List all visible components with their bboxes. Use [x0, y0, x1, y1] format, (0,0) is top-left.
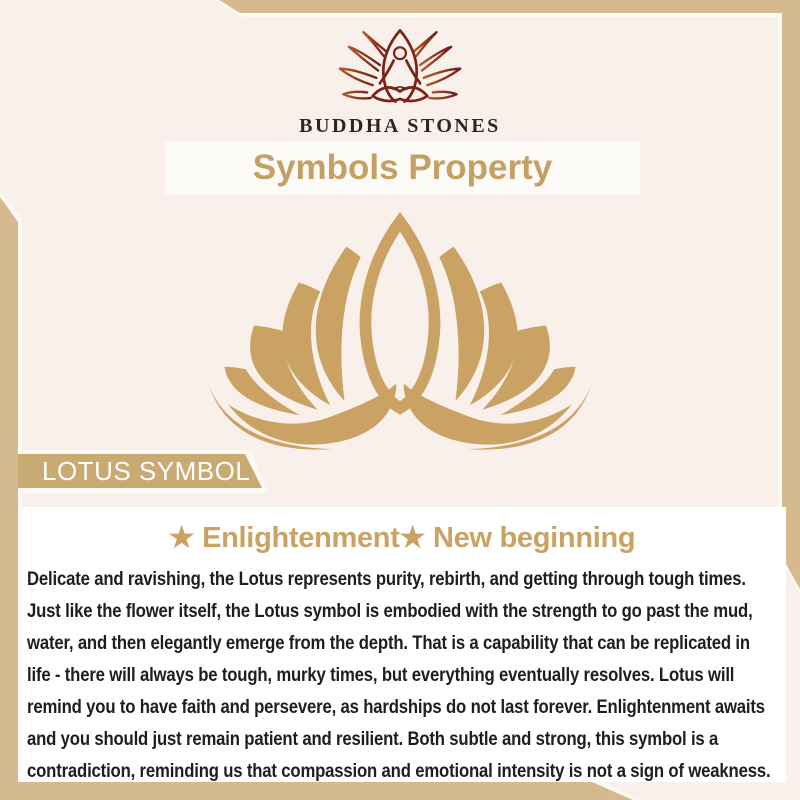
- content-body: Delicate and ravishing, the Lotus represents purity, rebirth, and getting through tough times. Just like the flower itself, the Lotus symbol is embodied with the strength to go past the mud, water, and then elegantly emerge from the depth. That is a capability that can be replicated in life - there will always be tough, murky times, but everything eventually resolves. Lotus will remind you to have faith and persevere, as hardships do not last forever. Enlightenment awaits and you should just remain patient and resilient. Both subtle and strong, this symbol is a contradiction, reminding us that compassion and emotional intensity is not a sign of weakness.: [27, 569, 771, 782]
- content-heading: ★ Enlightenment★ New beginning: [168, 522, 636, 554]
- section-label: LOTUS SYMBOL: [42, 456, 251, 486]
- buddha-stones-logo-icon: [327, 24, 473, 108]
- brand-name: BUDDHA STONES: [299, 115, 501, 137]
- right-strip: [782, 0, 800, 589]
- content-panel: [18, 507, 786, 782]
- page-title: Symbols Property: [252, 148, 553, 187]
- title-bar: [165, 142, 640, 194]
- left-strip: [0, 197, 18, 800]
- top-strip: [219, 0, 800, 13]
- lotus-flower-icon: [203, 202, 597, 458]
